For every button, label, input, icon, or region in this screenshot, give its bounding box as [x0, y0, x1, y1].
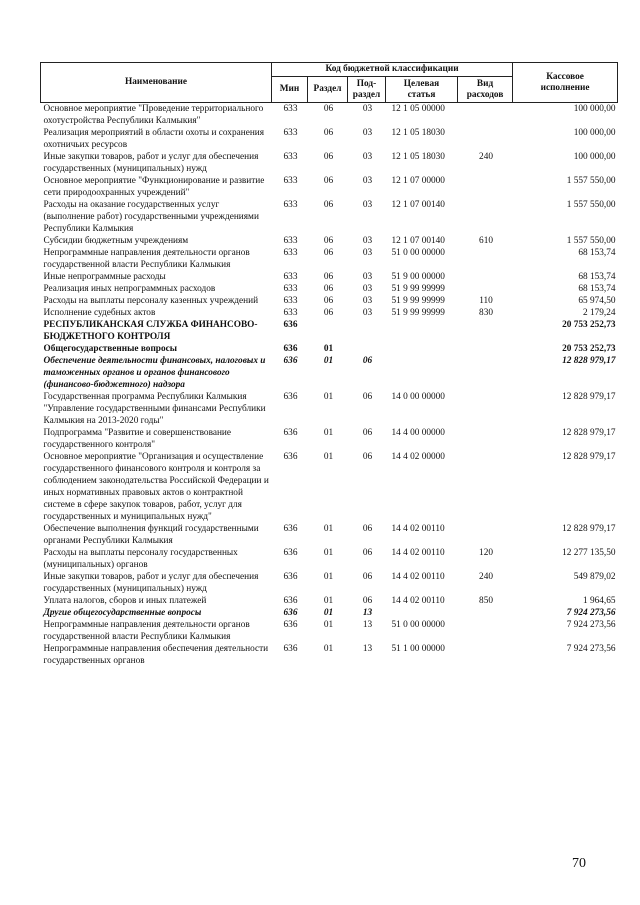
cell-subsection — [348, 319, 386, 343]
cell-amount: 65 974,50 — [578, 296, 616, 306]
header-target-item: Целевая статья — [386, 77, 458, 103]
cell-subsection: 03 — [362, 236, 373, 246]
cell-amount: 1 557 550,00 — [566, 176, 616, 186]
cell-subsection: 06 — [362, 392, 373, 402]
cell-ministry: 636 — [283, 452, 298, 462]
cell-name: РЕСПУБЛИКАНСКАЯ СЛУЖБА ФИНАНСОВО-БЮДЖЕТНОГО КОНТРОЛЯ — [43, 320, 258, 342]
cell-amount: 1 964,65 — [583, 596, 616, 606]
header-amount: Кассовое исполнение — [513, 63, 618, 103]
cell-name: Обеспечение выполнения функций государственными органами Республики Калмыкия — [43, 524, 259, 546]
cell-section: 06 — [323, 272, 334, 282]
cell-expense-type: 850 — [479, 596, 493, 606]
cell-subsection: 06 — [362, 428, 373, 438]
cell-name: Уплата налогов, сборов и иных платежей — [43, 596, 207, 606]
cell-ministry: 633 — [283, 236, 298, 246]
table-row — [41, 175, 618, 199]
cell-target-item — [386, 319, 458, 343]
cell-section: 06 — [323, 308, 334, 318]
cell-expense-type — [458, 175, 513, 199]
cell-subsection: 13 — [362, 608, 373, 618]
table-row — [41, 451, 618, 523]
cell-subsection: 06 — [362, 452, 373, 462]
cell-subsection: 03 — [362, 296, 373, 306]
cell-name: Непрограммные направления обеспечения деятельности государственных органов — [43, 644, 269, 666]
cell-amount: 100 000,00 — [573, 152, 616, 162]
cell-target-item: 12 1 05 18030 — [391, 152, 445, 162]
table-row — [41, 547, 618, 571]
cell-amount: 7 924 273,56 — [566, 620, 616, 630]
cell-expense-type — [458, 103, 513, 128]
cell-name: Иные закупки товаров, работ и услуг для обеспечения государственных (муниципальных) нужд — [43, 152, 259, 174]
cell-name: Иные непрограммные расходы — [43, 272, 166, 282]
cell-name: Общегосударственные вопросы — [43, 344, 178, 354]
cell-expense-type — [458, 643, 513, 667]
cell-name: Исполнение судебных актов — [43, 308, 156, 318]
cell-expense-type — [458, 247, 513, 271]
cell-name: Основное мероприятие "Проведение территориального охотустройства Республики Калмыкия" — [43, 104, 264, 126]
cell-section: 01 — [323, 428, 334, 438]
cell-amount: 12 828 979,17 — [562, 392, 616, 402]
cell-amount: 12 828 979,17 — [562, 452, 616, 462]
cell-target-item: 12 1 07 00140 — [391, 200, 445, 210]
cell-expense-type — [458, 619, 513, 643]
cell-target-item: 14 4 02 00110 — [391, 596, 445, 606]
table-body — [41, 103, 618, 668]
table-row — [41, 307, 618, 319]
cell-name: Расходы на выплаты персоналу казенных учреждений — [43, 296, 259, 306]
cell-expense-type — [458, 271, 513, 283]
cell-name: Расходы на оказание государственных услуг (выполнение работ) государственными учреждениями Республики Калмыкия — [43, 200, 259, 234]
cell-target-item: 12 1 05 00000 — [391, 104, 445, 114]
table-row — [41, 127, 618, 151]
page-number: 70 — [572, 856, 586, 871]
cell-ministry: 636 — [283, 620, 298, 630]
cell-subsection: 03 — [362, 200, 373, 210]
cell-section: 06 — [323, 152, 334, 162]
cell-amount: 1 557 550,00 — [566, 200, 616, 210]
table-row — [41, 151, 618, 175]
cell-section: 01 — [323, 620, 334, 630]
cell-ministry: 636 — [283, 644, 298, 654]
table-row — [41, 643, 618, 667]
cell-name: Основное мероприятие "Функционирование и развитие сети природоохранных учреждений" — [43, 176, 265, 198]
cell-expense-type — [458, 355, 513, 391]
cell-ministry: 636 — [283, 524, 298, 534]
cell-name: Иные закупки товаров, работ и услуг для обеспечения государственных (муниципальных) нужд — [43, 572, 259, 594]
cell-target-item: 14 4 00 00000 — [391, 428, 445, 438]
cell-expense-type — [458, 427, 513, 451]
cell-ministry: 633 — [283, 272, 298, 282]
cell-ministry: 633 — [283, 248, 298, 258]
cell-section: 01 — [323, 548, 334, 558]
cell-section: 01 — [323, 596, 334, 606]
header-section: Раздел — [308, 77, 348, 103]
cell-expense-type — [458, 127, 513, 151]
cell-section: 06 — [323, 128, 334, 138]
table-row — [41, 199, 618, 235]
table-row — [41, 523, 618, 547]
cell-amount: 12 828 979,17 — [562, 356, 616, 366]
cell-name: Основное мероприятие "Организация и осуществление государственного финансового контроля и контроля за соблюдением законодательства Российской Федерации и иных нормативных правовых актов о контрактной системе в сфере закупок товаров, работ, услуг для государственных и муниципальных нужд" — [43, 452, 269, 522]
cell-expense-type: 830 — [479, 308, 493, 318]
cell-amount: 7 924 273,56 — [566, 644, 616, 654]
cell-ministry: 633 — [283, 152, 298, 162]
cell-target-item: 14 4 02 00110 — [391, 524, 445, 534]
cell-target-item: 14 4 02 00110 — [391, 572, 445, 582]
cell-target-item: 14 4 02 00110 — [391, 548, 445, 558]
cell-section: 06 — [323, 176, 334, 186]
cell-name: Другие общегосударственные вопросы — [43, 608, 202, 618]
cell-target-item: 51 0 00 00000 — [391, 620, 445, 630]
cell-ministry: 633 — [283, 176, 298, 186]
cell-amount: 7 924 273,56 — [566, 608, 616, 618]
cell-section: 01 — [323, 344, 334, 354]
cell-amount: 100 000,00 — [573, 128, 616, 138]
cell-expense-type: 610 — [479, 236, 493, 246]
cell-section: 01 — [323, 572, 334, 582]
table-row — [41, 427, 618, 451]
cell-expense-type — [458, 283, 513, 295]
cell-subsection: 03 — [362, 104, 373, 114]
cell-expense-type — [458, 343, 513, 355]
cell-target-item — [386, 607, 458, 619]
cell-expense-type: 120 — [479, 548, 493, 558]
cell-section: 01 — [323, 392, 334, 402]
table-row — [41, 571, 618, 595]
header-subsection: Под- раздел — [348, 77, 386, 103]
table-row — [41, 271, 618, 283]
cell-subsection: 06 — [362, 572, 373, 582]
cell-amount: 1 557 550,00 — [566, 236, 616, 246]
cell-ministry: 636 — [283, 608, 298, 618]
cell-ministry: 636 — [283, 428, 298, 438]
cell-name: Непрограммные направления деятельности органов государственной власти Республики Калмыкия — [43, 248, 250, 270]
cell-amount: 68 153,74 — [578, 248, 616, 258]
cell-section: 01 — [323, 524, 334, 534]
cell-target-item — [386, 343, 458, 355]
cell-ministry: 636 — [283, 344, 298, 354]
cell-target-item: 14 0 00 00000 — [391, 392, 445, 402]
table-row — [41, 607, 618, 619]
cell-amount: 12 277 135,50 — [562, 548, 616, 558]
cell-ministry: 636 — [283, 548, 298, 558]
header-expense-type: Вид расходов — [458, 77, 513, 103]
cell-section: 06 — [323, 296, 334, 306]
cell-section: 01 — [323, 644, 334, 654]
table-row — [41, 595, 618, 607]
cell-subsection: 06 — [362, 548, 373, 558]
cell-subsection: 03 — [362, 272, 373, 282]
cell-name: Государственная программа Республики Калмыкия "Управление государственными финансами Республики Калмыкия на 2013-2020 годы" — [43, 392, 266, 426]
cell-ministry: 636 — [283, 320, 298, 330]
cell-expense-type: 240 — [479, 572, 493, 582]
cell-target-item: 51 9 99 99999 — [391, 296, 445, 306]
cell-name: Непрограммные направления деятельности органов государственной власти Республики Калмыкия — [43, 620, 250, 642]
cell-section: 01 — [323, 608, 334, 618]
cell-expense-type: 110 — [479, 296, 493, 306]
cell-subsection: 03 — [362, 128, 373, 138]
cell-amount: 12 828 979,17 — [562, 524, 616, 534]
budget-table-document — [40, 62, 617, 667]
cell-amount: 2 179,24 — [583, 308, 616, 318]
cell-target-item: 12 1 07 00140 — [391, 236, 445, 246]
table-header — [41, 63, 618, 103]
cell-amount: 549 879,02 — [573, 572, 616, 582]
cell-ministry: 636 — [283, 596, 298, 606]
cell-subsection: 03 — [362, 176, 373, 186]
table-row — [41, 343, 618, 355]
cell-target-item: 12 1 07 00000 — [391, 176, 445, 186]
cell-section: 06 — [323, 200, 334, 210]
cell-subsection: 13 — [362, 620, 373, 630]
cell-section: 06 — [323, 284, 334, 294]
cell-section: 01 — [323, 452, 334, 462]
cell-name: Реализация иных непрограммных расходов — [43, 284, 216, 294]
header-classification-group: Код бюджетной классификации — [272, 63, 513, 77]
cell-name: Обеспечение деятельности финансовых, налоговых и таможенных органов и органов финансового (финансово-бюджетного) надзора — [43, 356, 266, 390]
cell-target-item: 14 4 02 00000 — [391, 452, 445, 462]
table-row — [41, 619, 618, 643]
budget-execution-table — [40, 62, 618, 667]
cell-section: 06 — [323, 248, 334, 258]
table-row — [41, 235, 618, 247]
cell-target-item: 51 9 99 99999 — [391, 284, 445, 294]
cell-subsection: 06 — [362, 356, 373, 366]
cell-section: 06 — [323, 104, 334, 114]
table-row — [41, 247, 618, 271]
cell-ministry: 636 — [283, 356, 298, 366]
table-row — [41, 103, 618, 128]
cell-section: 06 — [323, 236, 334, 246]
cell-expense-type — [458, 451, 513, 523]
cell-subsection: 03 — [362, 248, 373, 258]
cell-amount: 12 828 979,17 — [562, 428, 616, 438]
cell-ministry: 633 — [283, 308, 298, 318]
cell-subsection: 06 — [362, 524, 373, 534]
cell-expense-type — [458, 199, 513, 235]
cell-subsection: 03 — [362, 284, 373, 294]
cell-name: Субсидии бюджетным учреждениям — [43, 236, 189, 246]
cell-ministry: 633 — [283, 284, 298, 294]
cell-amount: 100 000,00 — [573, 104, 616, 114]
cell-ministry: 633 — [283, 104, 298, 114]
header-name: Наименование — [41, 63, 272, 103]
cell-ministry: 633 — [283, 128, 298, 138]
cell-ministry: 636 — [283, 392, 298, 402]
cell-target-item: 51 0 00 00000 — [391, 248, 445, 258]
cell-ministry: 633 — [283, 200, 298, 210]
cell-ministry: 633 — [283, 296, 298, 306]
cell-name: Расходы на выплаты персоналу государственных (муниципальных) органов — [43, 548, 238, 570]
cell-expense-type — [458, 607, 513, 619]
cell-expense-type: 240 — [479, 152, 493, 162]
cell-target-item: 12 1 05 18030 — [391, 128, 445, 138]
cell-subsection — [348, 343, 386, 355]
cell-expense-type — [458, 391, 513, 427]
cell-subsection: 13 — [362, 644, 373, 654]
cell-subsection: 06 — [362, 596, 373, 606]
cell-amount: 20 753 252,73 — [562, 320, 616, 330]
table-row — [41, 355, 618, 391]
table-row — [41, 295, 618, 307]
cell-amount: 20 753 252,73 — [562, 344, 616, 354]
cell-expense-type — [458, 319, 513, 343]
cell-amount: 68 153,74 — [578, 272, 616, 282]
table-row — [41, 319, 618, 343]
cell-target-item — [386, 355, 458, 391]
cell-target-item: 51 9 00 00000 — [391, 272, 445, 282]
cell-target-item: 51 9 99 99999 — [391, 308, 445, 318]
cell-name: Подпрограмма "Развитие и совершенствование государственного контроля" — [43, 428, 232, 450]
cell-section: 01 — [323, 356, 334, 366]
cell-section — [308, 319, 348, 343]
cell-subsection: 03 — [362, 152, 373, 162]
table-row — [41, 391, 618, 427]
header-min: Мин — [272, 77, 308, 103]
cell-amount: 68 153,74 — [578, 284, 616, 294]
cell-ministry: 636 — [283, 572, 298, 582]
table-row — [41, 283, 618, 295]
cell-subsection: 03 — [362, 308, 373, 318]
cell-name: Реализация мероприятий в области охоты и сохранения охотничьих ресурсов — [43, 128, 265, 150]
cell-expense-type — [458, 523, 513, 547]
cell-target-item: 51 1 00 00000 — [391, 644, 445, 654]
